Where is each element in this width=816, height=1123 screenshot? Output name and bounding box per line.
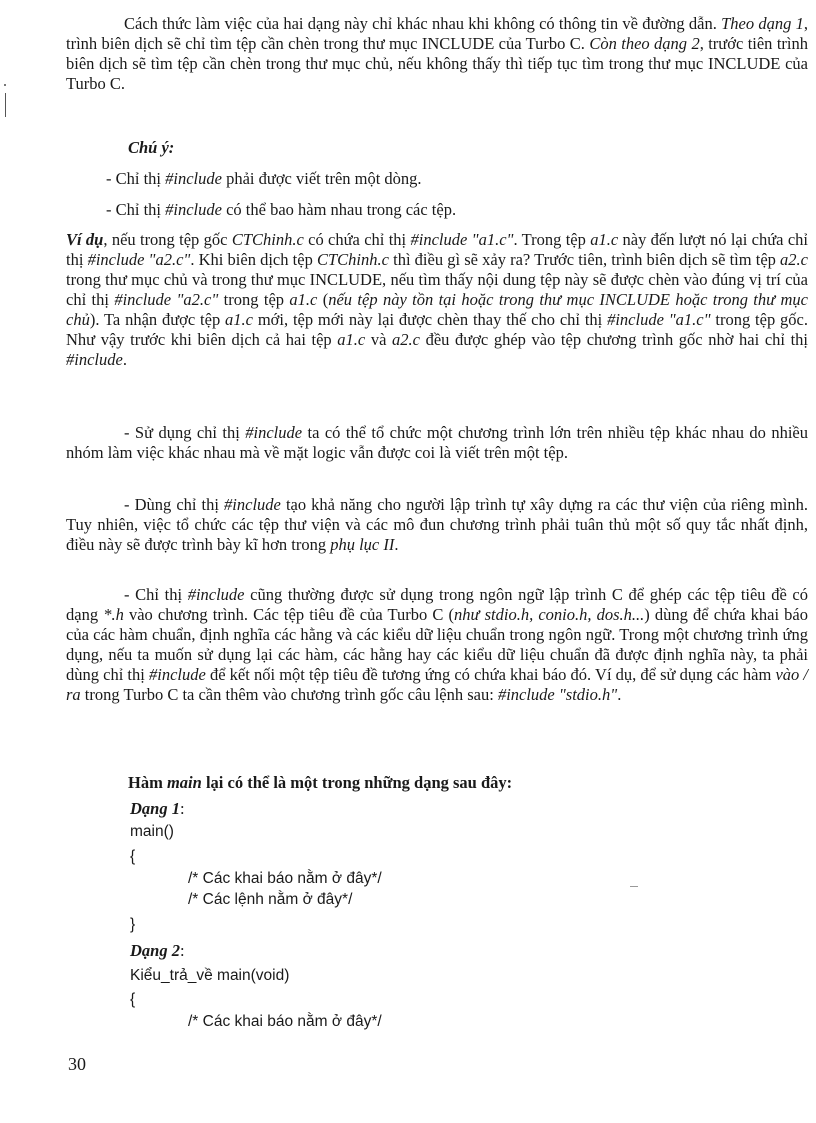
text: Cách thức làm việc của hai dạng này chỉ khác nhau khi không có thông tin về đường dẫn. [124,14,722,33]
italic-text: Còn theo dạng 2 [589,34,700,53]
italic-text: Theo dạng 1 [721,14,804,33]
code-line: /* Các lệnh nằm ở đây*/ [188,891,353,908]
paragraph-header-files: - Chỉ thị #include cũng thường được sử dụng trong ngôn ngữ lập trình C để ghép các tệp tiêu đề có dạng *.h vào chương trình. Các tệp tiêu đề của Turbo C (như stdio.h, conio.h, dos.h...) dùng để chứa khai báo của các hàm chuẩn, định nghĩa các hằng và các kiểu dữ liệu chuẩn trong ngôn ngữ. Trong một chương trình ứng dụng, nếu ta muốn sử dụng lại các hàm, các hằng hay các kiểu dữ liệu chuẩn đã được định nghĩa này, ta phải dùng chỉ thị #include để kết nối một tệp tiêu đề tương ứng có chứa khai báo đó. Ví dụ, để sử dụng các hàm vào / ra trong Turbo C ta cần thêm vào chương trình gốc câu lệnh sau: #include "stdio.h". [66,585,809,704]
example-paragraph: Ví dụ, nếu trong tệp gốc CTChinh.c có chứa chỉ thị #include "a1.c". Trong tệp a1.c này đến lượt nó lại chứa chỉ thị #include "a2.c". Khi biên dịch tệp CTChinh.c thì điều gì sẽ xảy ra? Trước tiên, trình biên dịch sẽ tìm tệp a2.c trong thư mục chủ và trong thư mục INCLUDE, nếu tìm thấy nội dung tệp này sẽ được chèn vào đúng vị trí của chỉ thị #include "a2.c" trong tệp a1.c (nếu tệp này tồn tại hoặc trong thư mục INCLUDE hoặc trong thư mục chủ). Ta nhận được tệp a1.c mới, tệp mới này lại được chèn thay thế cho chỉ thị #include "a1.c" trong tệp gốc. Như vậy trước khi biên dịch cả hai tệp a1.c và a2.c đều được ghép vào tệp chương trình gốc nhờ hai chỉ thị #include. [66,230,809,369]
code-line: { [130,848,136,865]
paragraph-large-program: - Sử dụng chỉ thị #include ta có thể tổ chức một chương trình lớn trên nhiều tệp khác nhau do nhiều nhóm làm việc khác nhau mà về mặt logic vẫn được coi là viết trên một tệp. [66,423,808,462]
form1-label: Dạng 1: [130,799,185,818]
code-line: Kiểu_trả_về main(void) [130,967,290,984]
margin-dot [4,84,6,86]
text: , trước tiên trình biên dịch sẽ tìm tệp cần chèn trong thư mục chủ, nếu không thấy thì tiếp tục tìm trong thư mục INCLUDE của Turbo C. [66,34,808,93]
code-line: { [130,991,136,1008]
note-heading: Chú ý: [128,138,175,157]
form2-label: Dạng 2: [130,941,185,960]
stray-mark [630,886,638,887]
margin-mark [5,93,6,117]
main-forms-heading: Hàm main lại có thể là một trong những dạng sau đây: [128,773,513,792]
bullet-nested-include: - Chỉ thị #include có thể bao hàm nhau trong các tệp. [106,200,457,219]
code-line: main() [130,823,174,840]
example-label: Ví dụ [66,230,104,249]
paragraph-forms-difference [66,14,808,94]
bullet-one-line: - Chỉ thị #include phải được viết trên một dòng. [106,169,422,188]
code-line: } [130,916,136,933]
code-line: /* Các khai báo nằm ở đây*/ [188,1013,382,1030]
paragraph-libraries: - Dùng chỉ thị #include tạo khả năng cho người lập trình tự xây dựng ra các thư viện của riêng mình. Tuy nhiên, việc tổ chức các tệp thư viện và các mô đun chương trình phải tuân thủ một số quy tắc nhất định, điều này sẽ được trình bày kĩ hơn trong phụ lục II. [66,495,808,554]
code-line: /* Các khai báo nằm ở đây*/ [188,870,382,887]
page-number: 30 [68,1054,86,1074]
text: , trình biên dịch sẽ chỉ tìm tệp cần chèn trong thư mục INCLUDE của Turbo C. [66,14,808,53]
